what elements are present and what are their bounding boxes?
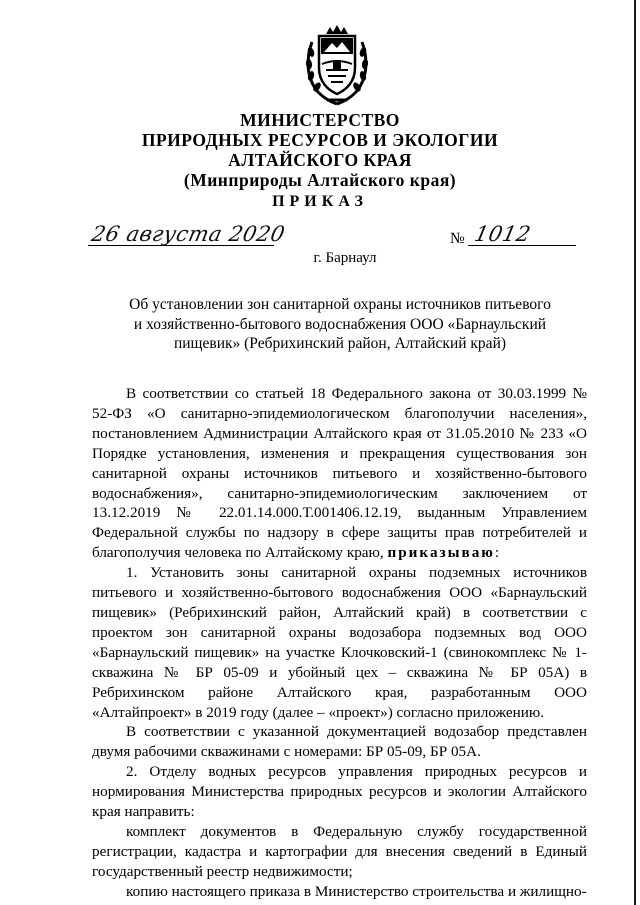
preamble-text: В соответствии со статьей 18 Федерального закона от 30.03.1999 № 52-ФЗ «О санитарно-эпидемиологическом благополучии населения», постановлением Администрации Алтайского края от 31.05.2010 № 233 «О Порядке установления, изменения и прекращения существования зон санитарной охраны источников питьевого и хозяйственно-бытового водоснабжения», санитарно-эпидемиологическим заключением от 13.12.2019 № 22.01.14.000.Т.001406.12.19, выданным Управлением Федеральной службы по надзору в сфере защиты прав потребителей и благополучия человека по Алтайскому краю, [92, 385, 587, 562]
header-line-4: (Минприроды Алтайского края) [183, 170, 457, 190]
number-underline [468, 245, 576, 246]
order-body [92, 384, 587, 902]
header-line-3: АЛТАЙСКОГО КРАЯ [228, 150, 412, 170]
paragraph-preamble [92, 384, 587, 563]
coat-of-arms-emblem [302, 24, 372, 108]
paragraph-item-1: 1. Установить зоны санитарной охраны подземных источников питьевого и хозяйственно-бытового водоснабжения ООО «Барнаульский пищевик» (Ребрихинский район, Алтайский край) в соответствии с проектом зон санитарной охраны водозабора подземных вод ООО «Барнаульский пищевик» на участке Клочковский-1 (свинокомплекс № 1-скважина № БР 05-09 и убойный цех – скважина № БР 05А) в Ребрихинском районе Алтайского края, разработанным ООО «Алтайпроект» в 2019 году (далее – «проект») согласно приложению. [92, 564, 587, 721]
paragraph-copy: копию настоящего приказа в Министерство строительства и жилищно- [126, 882, 587, 900]
subject-line-2: и хозяйственно-бытового водоснабжения ООО «Барнаульский [133, 315, 547, 333]
preamble-colon: : [494, 544, 500, 562]
header-line-1: МИНИСТЕРСТВО [240, 110, 400, 130]
header-line-2: ПРИРОДНЫХ РЕСУРСОВ И ЭКОЛОГИИ [141, 130, 499, 150]
order-title: ПРИКАЗ [272, 193, 368, 210]
ministry-header [0, 110, 640, 190]
paragraph-wells: В соответствии с указанной документацией водозабор представлен двумя рабочими скважинами с номерами: БР 05-09, БР 05А. [92, 723, 587, 761]
handwritten-date: 26 августа 2020 [89, 222, 288, 246]
paragraph-item-2: 2. Отделу водных ресурсов управления природных ресурсов и нормирования Министерства природных ресурсов и экологии Алтайского края направить: [92, 763, 587, 821]
subject-line-3: пищевик» (Ребрихинский район, Алтайский край) [173, 335, 507, 352]
handwritten-number: 1012 [472, 222, 534, 246]
subject-line-1: Об установлении зон санитарной охраны источников питьевого [129, 296, 551, 313]
date-underline [88, 245, 274, 246]
number-label: № [450, 230, 465, 247]
preamble-emphasis: приказываю [387, 544, 495, 562]
order-subject [120, 295, 560, 354]
paragraph-registry: комплект документов в Федеральную службу государственной регистрации, кадастра и картографии для внесения сведений в Единый государственный реестр недвижимости; [92, 822, 587, 880]
city: г. Барнаул [313, 250, 377, 266]
